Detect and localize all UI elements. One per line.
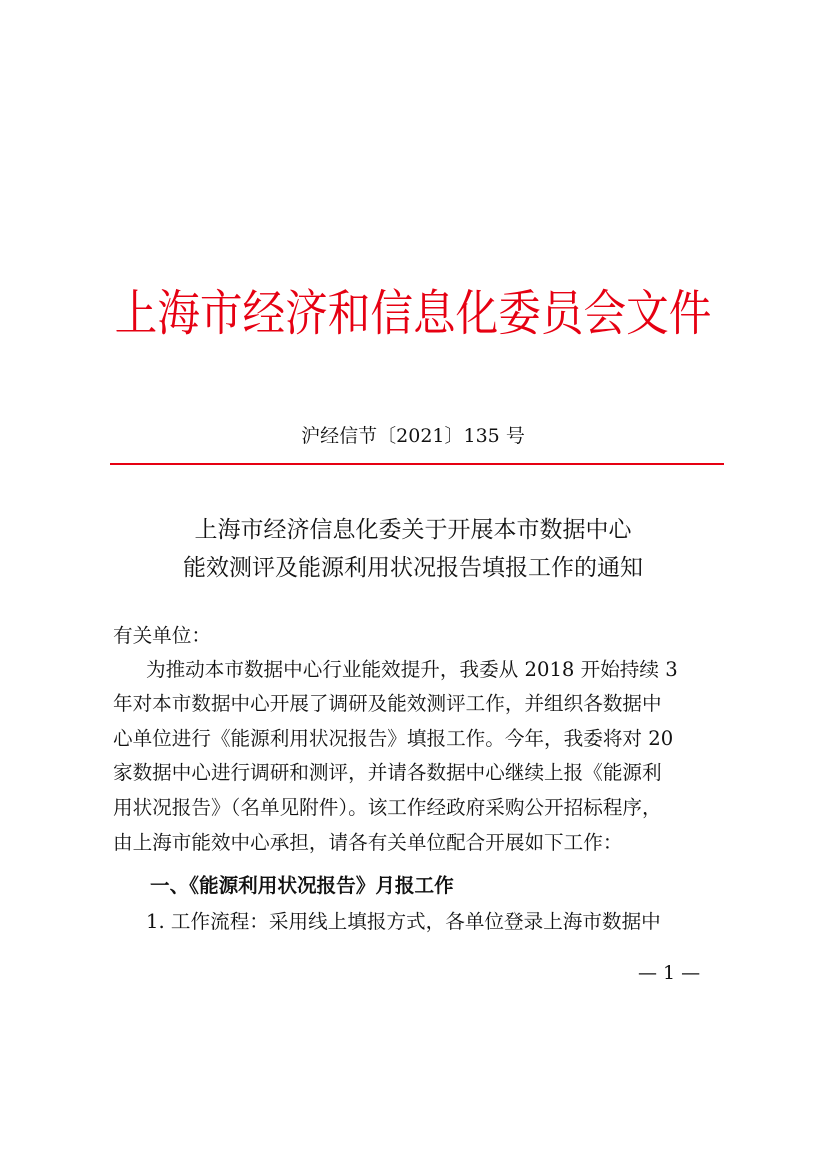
notice-title-line-1: 上海市经济信息化委关于开展本市数据中心: [194, 517, 632, 543]
list-item: 1. 工作流程：采用线上填报方式，各单位登录上海市数据中: [146, 910, 661, 933]
paragraph-line: 心单位进行《能源利用状况报告》填报工作。今年，我委将对 20: [113, 727, 674, 750]
red-separator-line: [110, 463, 724, 465]
paragraph-line: 年对本市数据中心开展了调研及能效测评工作，并组织各数据中: [113, 692, 662, 715]
notice-title-line-2: 能效测评及能源利用状况报告填报工作的通知: [183, 555, 643, 581]
paragraph-line: 为推动本市数据中心行业能效提升，我委从 2018 开始持续 3: [146, 658, 678, 681]
paragraph-line: 家数据中心进行调研和测评，并请各数据中心继续上报《能源利: [113, 761, 662, 784]
masthead-title: 上海市经济和信息化委员会文件: [114, 285, 712, 342]
document-number: 沪经信节〔2021〕135 号: [301, 425, 525, 447]
paragraph-line: 由上海市能效中心承担，请各有关单位配合开展如下工作：: [113, 831, 623, 854]
salutation: 有关单位：: [113, 624, 211, 647]
page-number: — 1 —: [638, 962, 701, 984]
paragraph-line: 用状况报告》（名单见附件）。该工作经政府采购公开招标程序，: [113, 796, 662, 819]
section-heading: 一、《能源利用状况报告》月报工作: [150, 874, 454, 897]
